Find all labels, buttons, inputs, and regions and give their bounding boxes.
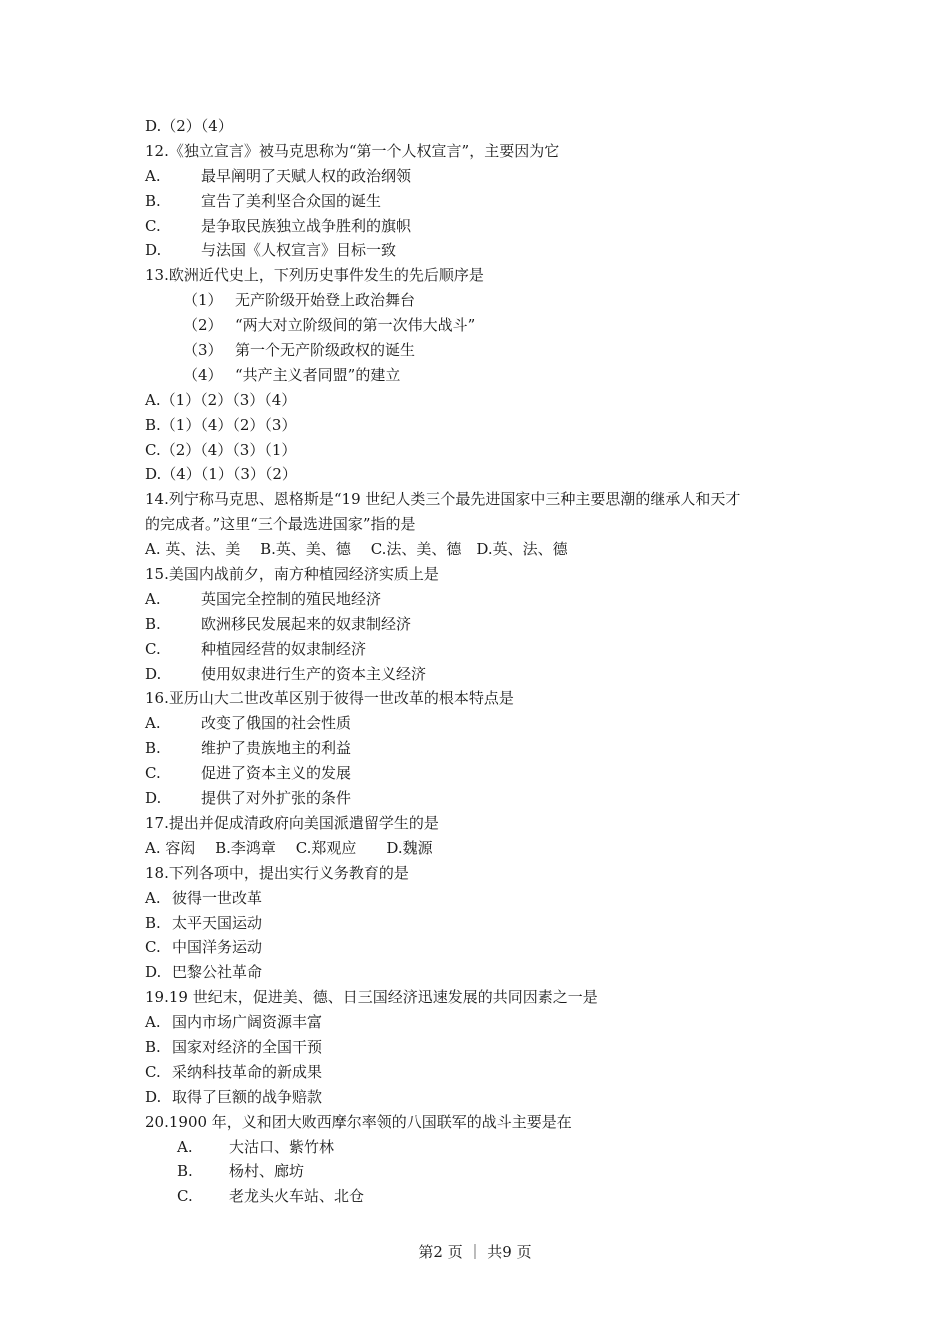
- exam-content: [145, 114, 825, 1209]
- option-label: B.: [177, 1162, 193, 1181]
- option-text: 宣告了美利坚合众国的诞生: [201, 191, 382, 210]
- option-text: 中国洋务运动: [172, 938, 263, 957]
- option-label: C.: [145, 639, 161, 658]
- q19-option-c: [145, 1060, 825, 1085]
- option-text: 提供了对外扩张的条件: [201, 789, 352, 808]
- option-label: B.: [145, 739, 161, 758]
- q15-option-d: [145, 662, 825, 687]
- q19-option-b: [145, 1035, 825, 1060]
- q13-option-c: C.（2）（4）（3）（1）: [145, 440, 297, 459]
- option-label: C.: [145, 764, 161, 783]
- q19-option-a: [145, 1010, 825, 1035]
- q16-option-b: [145, 736, 825, 761]
- q12-option-c: [145, 214, 825, 239]
- event-text: 无产阶级开始登上政治舞台: [235, 291, 416, 310]
- option-label: D.: [145, 664, 162, 683]
- q18-option-b: [145, 911, 825, 936]
- event-text: “两大对立阶级间的第一次伟大战斗”: [235, 316, 476, 335]
- option-label: D.: [145, 241, 162, 260]
- option-label: D.: [145, 789, 162, 808]
- question-14-line-2: 的完成者。”这里“三个最选进国家”指的是: [145, 515, 416, 534]
- event-text: “共产主义者同盟”的建立: [235, 365, 401, 384]
- option-text: 英国完全控制的殖民地经济: [201, 589, 382, 608]
- option-text: 种植园经营的奴隶制经济: [201, 639, 367, 658]
- q13-option-d: D.（4）（1）（3）（2）: [145, 465, 297, 484]
- event-label: （2）: [183, 316, 223, 335]
- q13-event-4: [145, 363, 825, 388]
- option-label: D.: [145, 1087, 162, 1106]
- option-text: 大沽口、紫竹林: [229, 1137, 335, 1156]
- event-label: （4）: [183, 365, 223, 384]
- page-number: 第2 页 ｜ 共9 页: [418, 1243, 532, 1261]
- option-text: 太平天国运动: [172, 913, 263, 932]
- option-text: 国家对经济的全国干预: [172, 1037, 323, 1056]
- option-label: A.: [145, 166, 161, 185]
- option-label: B.: [145, 191, 161, 210]
- option-label: A.: [145, 1013, 161, 1032]
- q18-option-d: [145, 960, 825, 985]
- option-label: B.: [145, 913, 161, 932]
- option-text: 欧洲移民发展起来的奴隶制经济: [201, 614, 412, 633]
- question-13: 13.欧洲近代史上，下列历史事件发生的先后顺序是: [145, 266, 484, 285]
- option-label: C.: [145, 938, 161, 957]
- option-text: 与法国《人权宣言》目标一致: [201, 241, 397, 260]
- option-label: A.: [145, 888, 161, 907]
- option-text: 改变了俄国的社会性质: [201, 714, 352, 733]
- q15-option-c: [145, 637, 825, 662]
- option-text: 维护了贵族地主的利益: [201, 739, 352, 758]
- q16-option-d: [145, 786, 825, 811]
- q20-option-c: [145, 1184, 825, 1209]
- option-label: A.: [177, 1137, 193, 1156]
- q13-option-a: A.（1）（2）（3）（4）: [145, 390, 297, 409]
- question-16: 16.亚历山大二世改革区别于彼得一世改革的根本特点是: [145, 689, 514, 708]
- question-17: 17.提出并促成清政府向美国派遣留学生的是: [145, 813, 439, 832]
- q12-option-b: [145, 189, 825, 214]
- question-18: 18.下列各项中，提出实行义务教育的是: [145, 863, 409, 882]
- q12-option-a: [145, 164, 825, 189]
- question-19: 19.19 世纪末，促进美、德、日三国经济迅速发展的共同因素之一是: [145, 988, 598, 1007]
- option-text: 杨村、廊坊: [229, 1162, 305, 1181]
- option-text: 促进了资本主义的发展: [201, 764, 352, 783]
- q18-option-a: [145, 886, 825, 911]
- option-label: D.: [145, 963, 162, 982]
- q12-option-d: [145, 238, 825, 263]
- q14-options: A. 英、法、美 B.英、美、德 C.法、美、德 D.英、法、德: [145, 540, 568, 559]
- option-line: D.（2）（4）: [145, 117, 233, 135]
- question-14-line-1: 14.列宁称马克思、恩格斯是“19 世纪人类三个最先进国家中三种主要思潮的继承人和天才: [145, 490, 741, 509]
- option-label: A.: [145, 589, 161, 608]
- q13-event-1: [145, 288, 825, 313]
- option-label: B.: [145, 1037, 161, 1056]
- option-label: A.: [145, 714, 161, 733]
- option-label: C.: [145, 216, 161, 235]
- option-text: 采纳科技革命的新成果: [172, 1062, 323, 1081]
- option-text: 国内市场广阔资源丰富: [172, 1013, 323, 1032]
- q13-option-b: B.（1）（4）（2）（3）: [145, 415, 297, 434]
- event-text: 第一个无产阶级政权的诞生: [235, 341, 416, 360]
- option-text: 巴黎公社革命: [172, 963, 263, 982]
- event-label: （1）: [183, 291, 223, 310]
- q16-option-c: [145, 761, 825, 786]
- option-text: 取得了巨额的战争赔款: [172, 1087, 323, 1106]
- q13-event-2: [145, 313, 825, 338]
- option-text: 彼得一世改革: [172, 888, 263, 907]
- q18-option-c: [145, 935, 825, 960]
- q15-option-b: [145, 612, 825, 637]
- q20-option-a: [145, 1135, 825, 1160]
- page-footer: [0, 1242, 950, 1262]
- q15-option-a: [145, 587, 825, 612]
- option-label: C.: [145, 1062, 161, 1081]
- option-text: 老龙头火车站、北仓: [229, 1187, 365, 1206]
- option-text: 最早阐明了天赋人权的政治纲领: [201, 166, 412, 185]
- question-15: 15.美国内战前夕，南方种植园经济实质上是: [145, 565, 439, 584]
- q20-option-b: [145, 1159, 825, 1184]
- q17-options: A. 容闳 B.李鸿章 C.郑观应 D.魏源: [145, 838, 433, 857]
- option-label: B.: [145, 614, 161, 633]
- q19-option-d: [145, 1085, 825, 1110]
- question-20: 20.1900 年，义和团大败西摩尔率领的八国联军的战斗主要是在: [145, 1112, 572, 1131]
- q16-option-a: [145, 711, 825, 736]
- option-text: 使用奴隶进行生产的资本主义经济: [201, 664, 427, 683]
- option-label: C.: [177, 1187, 193, 1206]
- option-text: 是争取民族独立战争胜利的旗帜: [201, 216, 412, 235]
- question-12: 12.《独立宣言》被马克思称为“第一个人权宣言”，主要因为它: [145, 141, 560, 160]
- event-label: （3）: [183, 341, 223, 360]
- q13-event-3: [145, 338, 825, 363]
